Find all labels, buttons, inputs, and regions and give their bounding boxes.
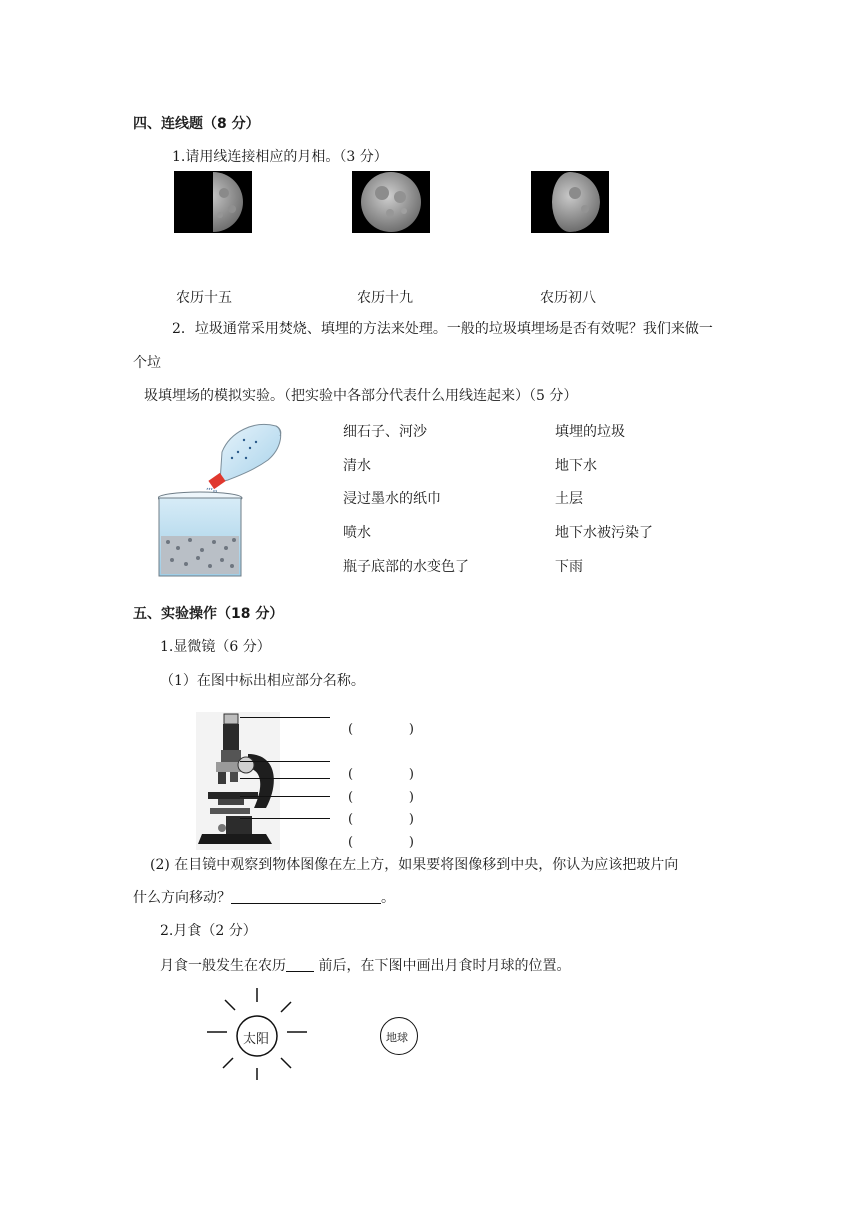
moon-label-3: 农历初八 [540, 290, 596, 306]
left-item-1: 细石子、河沙 [343, 424, 427, 440]
moon-label-1: 农历十五 [176, 290, 232, 306]
answer-blank-5[interactable]: ( ) [348, 835, 414, 850]
left-item-5: 瓶子底部的水变色了 [343, 559, 469, 575]
answer-blank-2[interactable]: ( ) [348, 767, 414, 782]
left-item-3: 浸过墨水的纸巾 [343, 491, 441, 507]
q2-prompt-line3: 圾填埋场的模拟实验。（把实验中各部分代表什么用线连起来）（5 分） [144, 388, 578, 404]
answer-blank-3[interactable]: ( ) [348, 790, 414, 805]
answer-blank-1[interactable]: ( ) [348, 722, 414, 737]
leader-line-2 [240, 761, 330, 762]
microscope-sub2-line1: (2) 在目镜中观察到物体图像在左上方，如果要将图像移到中央，你认为应该把玻片向 [150, 857, 679, 873]
full-moon-icon [352, 171, 430, 233]
q1-prompt: 1.请用线连接相应的月相。（3 分） [172, 149, 388, 165]
moon-label-2: 农历十九 [357, 290, 413, 306]
right-item-3: 土层 [555, 491, 583, 507]
left-item-2: 清水 [343, 458, 371, 474]
waxing-gibbous-moon-icon [531, 171, 609, 233]
landfill-experiment-icon [158, 418, 288, 582]
right-item-4: 地下水被污染了 [555, 525, 653, 541]
earth-label: 地球 [386, 1031, 408, 1044]
left-item-4: 喷水 [343, 525, 371, 541]
microscope-icon [196, 712, 282, 854]
leader-line-5 [240, 818, 330, 819]
leader-line-3 [240, 778, 330, 779]
eclipse-title: 2.月食（2 分） [160, 923, 257, 939]
right-item-5: 下雨 [555, 559, 583, 575]
section4-heading: 四、连线题（8 分） [133, 116, 260, 132]
microscope-title: 1.显微镜（6 分） [160, 639, 271, 655]
first-quarter-moon-icon [174, 171, 252, 233]
microscope-sub1: （1）在图中标出相应部分名称。 [160, 673, 365, 689]
leader-line-4 [240, 796, 330, 797]
microscope-sub2-line2: 什么方向移动？ 。 [133, 890, 395, 906]
section5-heading: 五、实验操作（18 分） [133, 606, 284, 622]
q2-prompt-line2: 个垃 [133, 355, 161, 371]
earth-icon [380, 1017, 418, 1055]
eclipse-question: 月食一般发生在农历 前后，在下图中画出月食时月球的位置。 [160, 958, 571, 974]
right-item-1: 填埋的垃圾 [555, 424, 625, 440]
answer-blank-4[interactable]: ( ) [348, 812, 414, 827]
leader-line-1 [240, 717, 330, 718]
q2-prompt-line1: 2．垃圾通常采用焚烧、填埋的方法来处理。一般的垃圾填埋场是否有效呢？我们来做一 [172, 321, 713, 337]
lunar-date-blank[interactable] [286, 957, 314, 972]
direction-answer-blank[interactable] [231, 889, 381, 904]
sun-diagram[interactable] [205, 986, 309, 1086]
sun-label: 太阳 [243, 1032, 270, 1047]
right-item-2: 地下水 [555, 458, 597, 474]
